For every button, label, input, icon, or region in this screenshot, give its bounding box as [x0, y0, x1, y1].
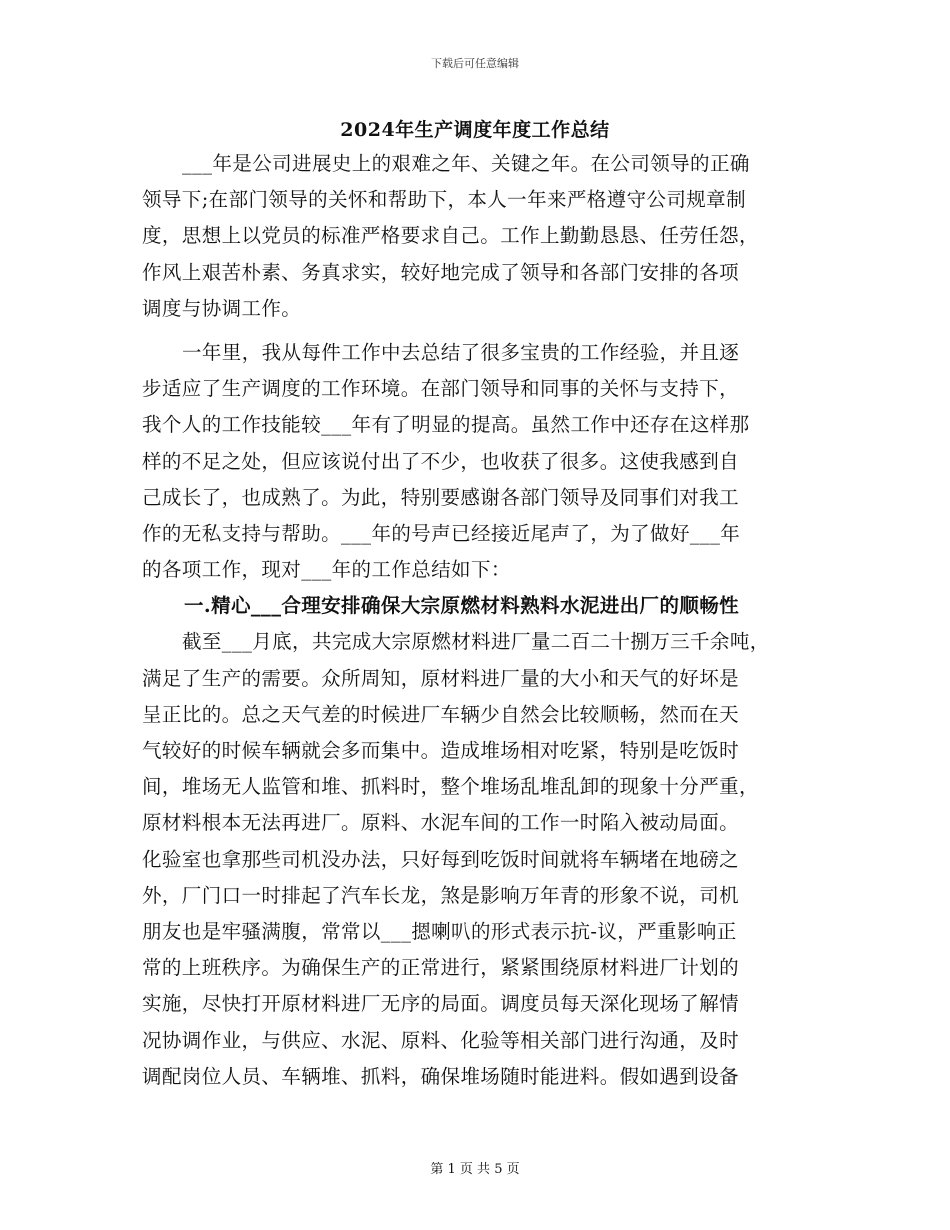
paragraph-3: [142, 624, 832, 1094]
text-line: 一年里，我从每件工作中去总结了很多宝贵的工作经验，并且逐: [182, 340, 740, 364]
text-line: 满足了生产的需要。众所周知，原材料进厂量的大小和天气的好坏是: [142, 666, 740, 690]
text-line: 调配岗位人员、车辆堆、抓料，确保堆场随时能进料。假如遇到设备: [142, 1064, 740, 1088]
text-line: 实施，尽快打开原材料进厂无序的局面。调度员每天深化现场了解情: [142, 992, 740, 1016]
text-line: 的各项工作，现对___年的工作总结如下：: [142, 558, 511, 582]
text-line: 度，思想上以党员的标准严格要求自己。工作上勤勤恳恳、任劳任怨，: [142, 224, 759, 248]
text-line: ___年是公司进展史上的艰难之年、关键之年。在公司领导的正确: [182, 152, 750, 175]
text-line: 领导下;在部门领导的关怀和帮助下，本人一年来严格遵守公司规章制: [142, 188, 746, 212]
text-line: 步适应了生产调度的工作环境。在部门领导和同事的关怀与支持下，: [142, 377, 740, 401]
text-line: 外，厂门口一时排起了汽车长龙，煞是影响万年青的形象不说，司机: [142, 883, 740, 907]
text-line: 己成长了，也成熟了。为此，特别要感谢各部门领导及同事们对我工: [142, 485, 740, 509]
text-line: 作风上艰苦朴素、务真求实，较好地完成了领导和各部门安排的各项: [142, 260, 740, 284]
text-line: 截至___月底，共完成大宗原燃材料进厂量二百二十捌万三千余吨，: [182, 630, 770, 654]
text-line: 原材料根本无法再进厂。原料、水泥车间的工作一时陷入被动局面。: [142, 811, 740, 835]
header-note: 下载后可任意编辑: [431, 57, 519, 70]
text-line: 常的上班秩序。为确保生产的正常进行，紧紧围绕原材料进厂计划的: [142, 956, 740, 980]
paragraph-gap: [142, 327, 832, 335]
document-body: [142, 146, 832, 1095]
text-line: 我个人的工作技能较___年有了明显的提高。虽然工作中还存在这样那: [142, 413, 750, 437]
text-line: 化验室也拿那些司机没办法，只好每到吃饭时间就将车辆堵在地磅之: [142, 847, 740, 871]
text-line: 朋友也是牢骚满腹，常常以___摁喇叭的形式表示抗-议，严重影响正: [142, 919, 737, 943]
paragraph-2: [142, 335, 832, 588]
document-title: 2024年生产调度年度工作总结: [340, 119, 610, 141]
text-line: 呈正比的。总之天气差的时候进厂车辆少自然会比较顺畅，然而在天: [142, 702, 740, 726]
text-line: 样的不足之处，但应该说付出了不少，也收获了很多。这使我感到自: [142, 449, 740, 473]
paragraph-1: [142, 146, 832, 327]
text-line: 气较好的时候车辆就会多而集中。造成堆场相对吃紧，特别是吃饭时: [142, 739, 740, 762]
page-footer: 第 1 页 共 5 页: [430, 1162, 520, 1177]
text-line: 作的无私支持与帮助。___年的号声已经接近尾声了，为了做好___年: [142, 521, 741, 545]
text-line: 况协调作业，与供应、水泥、原料、化验等相关部门进行沟通，及时: [142, 1028, 740, 1052]
section-heading: 一.精心___合理安排确保大宗原燃材料熟料水泥进出厂的顺畅性: [184, 594, 740, 618]
text-line: 调度与协调工作。: [142, 296, 302, 320]
text-line: 间，堆场无人监管和堆、抓料时，整个堆场乱堆乱卸的现象十分严重，: [142, 775, 759, 799]
